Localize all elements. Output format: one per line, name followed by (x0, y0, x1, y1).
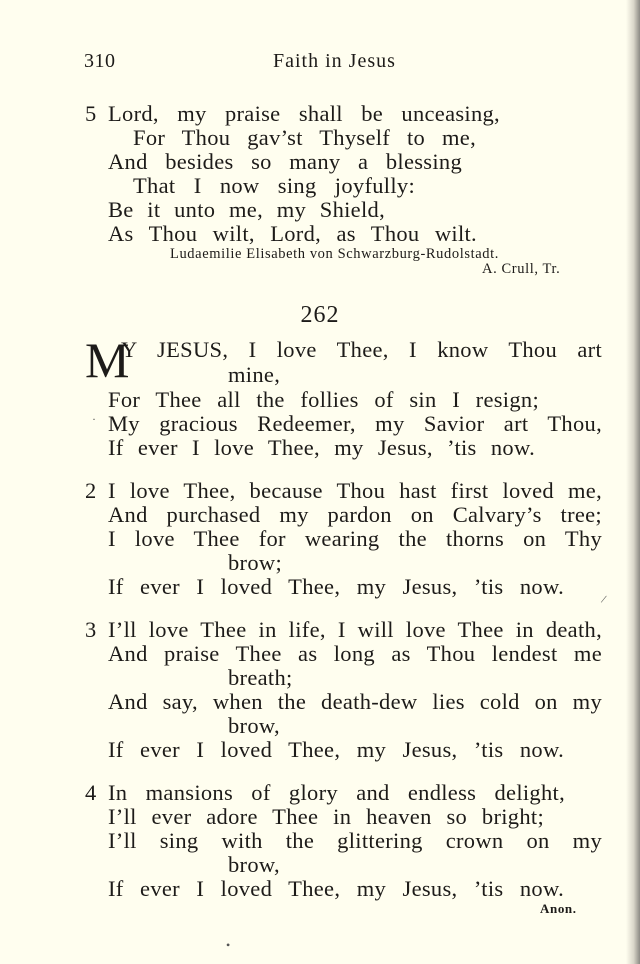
stanza-number: 3 (85, 617, 97, 642)
print-speck: • (226, 938, 231, 952)
verse-line: brow, (228, 713, 280, 738)
verse-line: And purchased my pardon on Calvary’s tree; (108, 502, 602, 527)
verse-line: mine, (228, 362, 281, 387)
verse-line: If ever I loved Thee, my Jesus, ’tis now. (108, 737, 564, 762)
verse-line: As Thou wilt, Lord, as Thou wilt. (108, 221, 477, 246)
verse-line: I love Thee, because Thou hast first loved me, (108, 478, 602, 503)
author-credit: Ludaemilie Elisabeth von Schwarzburg-Rudolstadt. (170, 246, 499, 262)
verse-line: Y JESUS, I love Thee, I know Thou art (121, 337, 602, 362)
stanza-number: 5 (85, 101, 97, 126)
running-head: Faith in Jesus (273, 50, 396, 72)
verse-line: If ever I love Thee, my Jesus, ’tis now. (108, 435, 535, 460)
page-edge-shadow (626, 0, 640, 964)
stanza-number: 2 (85, 478, 97, 503)
verse-line: brow; (228, 550, 282, 575)
verse-line: If ever I loved Thee, my Jesus, ’tis now. (108, 574, 564, 599)
verse-line: My gracious Redeemer, my Savior art Thou, (108, 411, 602, 436)
page-number: 310 (84, 50, 116, 72)
verse-line: breath; (228, 665, 293, 690)
page-header (0, 50, 640, 80)
stanza-number: 4 (85, 780, 97, 805)
verse-line: I’ll love Thee in life, I will love Thee in death, (108, 617, 602, 642)
verse-line: I’ll sing with the glittering crown on my (108, 828, 602, 853)
verse-line: brow, (228, 852, 280, 877)
verse-line: For Thou gav’st Thyself to me, (133, 125, 476, 150)
verse-line: That I now sing joyfully: (133, 173, 415, 198)
attribution: Anon. (540, 901, 577, 916)
verse-line: Be it unto me, my Shield, (108, 197, 385, 222)
verse-line: If ever I loved Thee, my Jesus, ’tis now. (108, 876, 564, 901)
verse-line: And praise Thee as long as Thou lendest me (108, 641, 602, 666)
print-speck: · (92, 412, 96, 426)
verse-line: I’ll ever adore Thee in heaven so bright; (108, 804, 544, 829)
translator-credit: A. Crull, Tr. (482, 261, 561, 277)
verse-line: And besides so many a blessing (108, 149, 462, 174)
verse-line: For Thee all the follies of sin I resign; (108, 387, 539, 412)
verse-line: Lord, my praise shall be unceasing, (108, 101, 500, 126)
verse-line: I love Thee for wearing the thorns on Thy (108, 526, 602, 551)
drop-cap: M (85, 332, 130, 388)
verse-line: In mansions of glory and endless delight, (108, 780, 565, 805)
verse-line: And say, when the death-dew lies cold on my (108, 689, 602, 714)
print-speck: / (599, 591, 608, 607)
hymn-number: 262 (300, 302, 340, 328)
